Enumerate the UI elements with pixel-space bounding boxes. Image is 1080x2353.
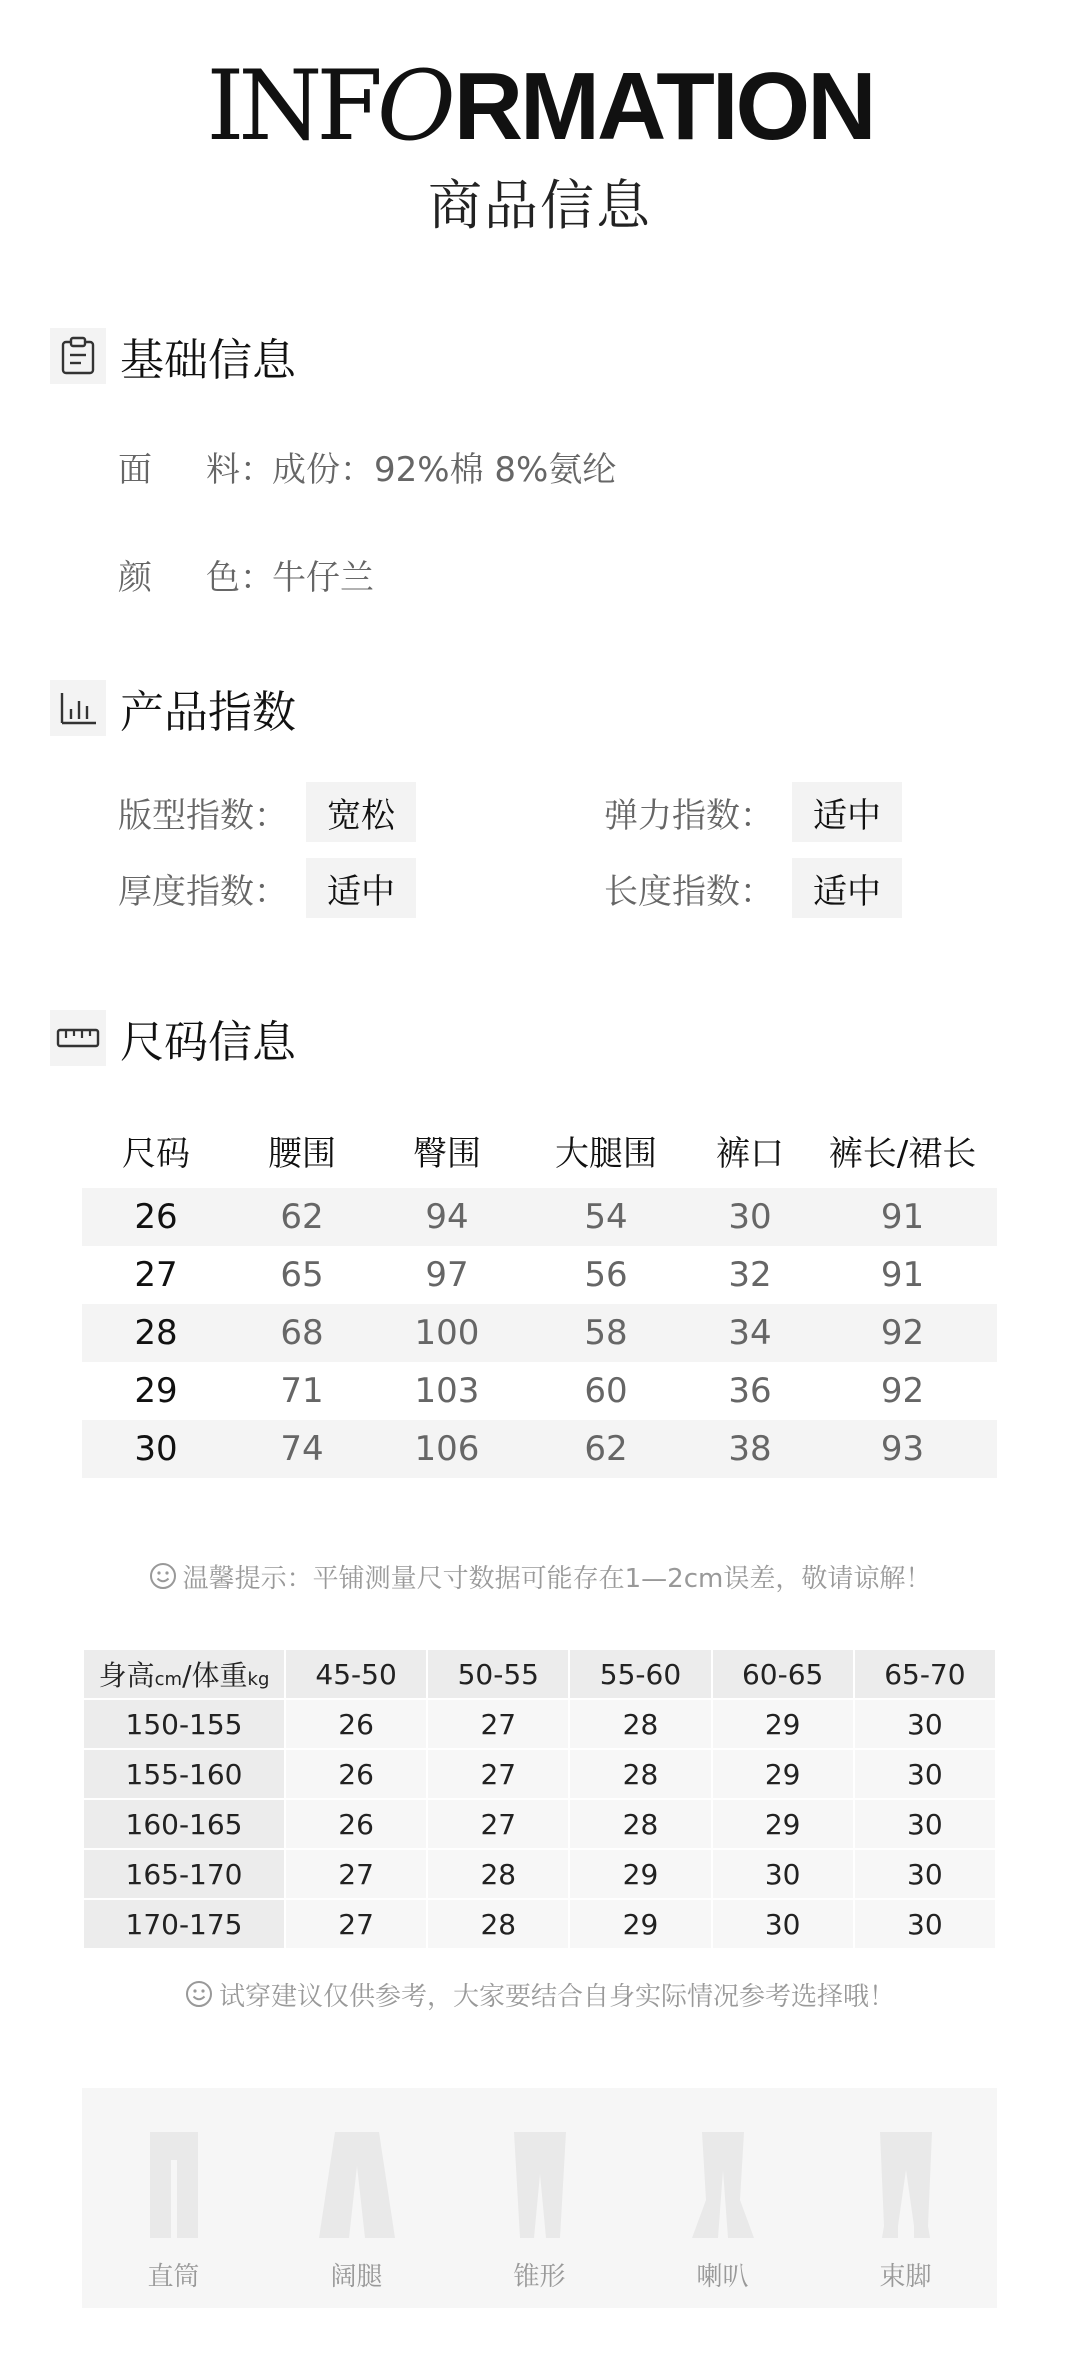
table-cell: 32 bbox=[728, 1255, 772, 1295]
fit-tip bbox=[0, 1976, 1080, 2015]
table-cell: 60 bbox=[584, 1371, 628, 1411]
table-cell: 28 bbox=[82, 1304, 230, 1362]
table-cell: 34 bbox=[692, 1304, 808, 1362]
index-thickness bbox=[118, 858, 416, 918]
table-cell: 68 bbox=[230, 1304, 374, 1362]
table-cell: 27 bbox=[428, 1800, 568, 1848]
table-cell: 100 bbox=[374, 1304, 520, 1362]
table-cell: 30 bbox=[855, 1800, 995, 1848]
fit-flared-label: 喇叭 bbox=[696, 2262, 749, 2292]
table-cell: 62 bbox=[230, 1188, 374, 1246]
weight-col: 50-55 bbox=[428, 1650, 568, 1698]
fit-tapered bbox=[480, 2130, 600, 2293]
table-cell: 28 bbox=[570, 1800, 710, 1848]
table-cell: 29 bbox=[713, 1700, 853, 1748]
table-cell: 54 bbox=[520, 1188, 692, 1246]
table-cell: 28 bbox=[428, 1850, 568, 1898]
col-leg-opening: 裤口 bbox=[716, 1133, 784, 1174]
table-cell: 30 bbox=[713, 1850, 853, 1898]
index-stretch-label: 弹力指数： bbox=[604, 795, 774, 836]
table-row bbox=[82, 1304, 997, 1362]
table-row bbox=[84, 1850, 995, 1898]
fit-tapered-label: 锥形 bbox=[513, 2262, 566, 2292]
fit-wide-leg bbox=[297, 2130, 417, 2293]
height-cell: 155-160 bbox=[84, 1750, 284, 1798]
table-cell: 27 bbox=[286, 1900, 426, 1948]
fabric-label: 面 料： bbox=[118, 450, 274, 490]
title-light-part: INF bbox=[206, 50, 377, 162]
index-thickness-value: 适中 bbox=[306, 858, 416, 918]
smile-icon bbox=[185, 1980, 213, 2015]
table-cell: 93 bbox=[808, 1420, 997, 1478]
table-row bbox=[82, 1420, 997, 1478]
height-cell: 165-170 bbox=[84, 1850, 284, 1898]
table-cell: 29 bbox=[134, 1371, 178, 1411]
smile-icon bbox=[149, 1562, 177, 1597]
size-info-heading bbox=[50, 1010, 296, 1066]
size-tip-text: 温馨提示：平铺测量尺寸数据可能存在1—2cm误差，敬请谅解！ bbox=[182, 1564, 932, 1594]
page-subtitle: 商品信息 bbox=[428, 174, 652, 237]
table-cell: 26 bbox=[286, 1750, 426, 1798]
color-row bbox=[118, 550, 374, 599]
table-cell: 30 bbox=[692, 1188, 808, 1246]
bar-chart-icon bbox=[50, 680, 106, 736]
weight-col: 65-70 bbox=[855, 1650, 995, 1698]
table-cell: 27 bbox=[428, 1750, 568, 1798]
color-value: 牛仔兰 bbox=[272, 558, 374, 598]
recommend-table bbox=[82, 1648, 997, 1950]
table-cell: 29 bbox=[713, 1750, 853, 1798]
table-cell: 30 bbox=[855, 1850, 995, 1898]
table-cell: 26 bbox=[286, 1700, 426, 1748]
table-cell: 56 bbox=[584, 1255, 628, 1295]
table-row bbox=[84, 1750, 995, 1798]
table-cell: 71 bbox=[280, 1371, 324, 1411]
table-cell: 30 bbox=[855, 1750, 995, 1798]
col-length: 裤长/裙长 bbox=[828, 1133, 977, 1174]
table-cell: 91 bbox=[880, 1255, 925, 1295]
basic-info-heading bbox=[50, 328, 296, 384]
table-cell: 27 bbox=[134, 1255, 178, 1295]
height-cell: 170-175 bbox=[84, 1900, 284, 1948]
col-waist: 腰围 bbox=[268, 1133, 336, 1174]
recommend-corner: 身高cm/体重kg bbox=[84, 1650, 284, 1698]
table-row bbox=[84, 1800, 995, 1848]
fabric-row bbox=[118, 442, 616, 491]
table-cell: 103 bbox=[414, 1371, 480, 1411]
fit-straight bbox=[114, 2130, 234, 2293]
col-hip: 臀围 bbox=[413, 1133, 481, 1174]
table-cell: 74 bbox=[230, 1420, 374, 1478]
table-cell: 26 bbox=[82, 1188, 230, 1246]
col-thigh: 大腿围 bbox=[555, 1133, 657, 1174]
table-cell: 27 bbox=[428, 1700, 568, 1748]
fit-jogger-label: 束脚 bbox=[879, 2262, 932, 2292]
table-cell: 91 bbox=[808, 1188, 997, 1246]
table-cell: 30 bbox=[713, 1900, 853, 1948]
table-cell: 28 bbox=[428, 1900, 568, 1948]
index-stretch-value: 适中 bbox=[792, 782, 902, 842]
fit-wide-leg-label: 阔腿 bbox=[330, 2262, 383, 2292]
tapered-pants-icon bbox=[510, 2130, 570, 2240]
wide-leg-pants-icon bbox=[317, 2130, 397, 2240]
table-cell: 94 bbox=[374, 1188, 520, 1246]
product-index-title: 产品指数 bbox=[120, 687, 296, 738]
page-title bbox=[0, 50, 1080, 162]
table-row bbox=[82, 1246, 997, 1304]
fit-types bbox=[82, 2088, 997, 2308]
size-table-header bbox=[82, 1112, 997, 1188]
jogger-pants-icon bbox=[876, 2130, 936, 2240]
table-cell: 65 bbox=[280, 1255, 324, 1295]
table-cell: 58 bbox=[520, 1304, 692, 1362]
product-index-heading bbox=[50, 680, 296, 736]
weight-col: 55-60 bbox=[570, 1650, 710, 1698]
index-fit bbox=[118, 782, 416, 842]
fit-tip-text: 试穿建议仅供参考，大家要结合自身实际情况参考选择哦！ bbox=[218, 1982, 895, 2012]
page-header bbox=[0, 50, 1080, 240]
table-cell: 29 bbox=[713, 1800, 853, 1848]
table-cell: 29 bbox=[570, 1900, 710, 1948]
fabric-value: 成份：92%棉 8%氨纶 bbox=[272, 450, 617, 490]
index-stretch bbox=[604, 782, 902, 842]
table-row bbox=[84, 1900, 995, 1948]
size-info-title: 尺码信息 bbox=[120, 1017, 296, 1068]
title-italic-part: O bbox=[377, 50, 454, 162]
table-cell: 28 bbox=[570, 1700, 710, 1748]
index-length-value: 适中 bbox=[792, 858, 902, 918]
fit-jogger bbox=[846, 2130, 966, 2293]
size-tip bbox=[0, 1558, 1080, 1597]
table-cell: 27 bbox=[286, 1850, 426, 1898]
table-cell: 92 bbox=[808, 1304, 997, 1362]
title-bold-part: RMATION bbox=[453, 53, 874, 160]
table-cell: 30 bbox=[855, 1900, 995, 1948]
table-cell: 38 bbox=[692, 1420, 808, 1478]
index-length bbox=[604, 858, 902, 918]
ruler-icon bbox=[50, 1010, 106, 1066]
size-table bbox=[82, 1112, 997, 1478]
height-cell: 160-165 bbox=[84, 1800, 284, 1848]
index-thickness-label: 厚度指数： bbox=[118, 871, 288, 912]
table-cell: 36 bbox=[728, 1371, 772, 1411]
weight-col: 45-50 bbox=[286, 1650, 426, 1698]
table-cell: 92 bbox=[880, 1371, 925, 1411]
flared-pants-icon bbox=[688, 2130, 758, 2240]
weight-col: 60-65 bbox=[713, 1650, 853, 1698]
table-row bbox=[82, 1188, 997, 1246]
index-length-label: 长度指数： bbox=[604, 871, 774, 912]
table-cell: 62 bbox=[520, 1420, 692, 1478]
index-fit-value: 宽松 bbox=[306, 782, 416, 842]
table-row bbox=[82, 1362, 997, 1420]
recommend-header bbox=[84, 1650, 995, 1698]
height-cell: 150-155 bbox=[84, 1700, 284, 1748]
fit-flared bbox=[663, 2130, 783, 2293]
table-row bbox=[84, 1700, 995, 1748]
table-cell: 97 bbox=[425, 1255, 469, 1295]
table-cell: 29 bbox=[570, 1850, 710, 1898]
index-fit-label: 版型指数： bbox=[118, 795, 288, 836]
col-size: 尺码 bbox=[122, 1133, 190, 1174]
table-cell: 106 bbox=[374, 1420, 520, 1478]
fit-straight-label: 直筒 bbox=[147, 2262, 200, 2292]
color-label: 颜 色： bbox=[118, 558, 274, 598]
table-cell: 26 bbox=[286, 1800, 426, 1848]
clipboard-icon bbox=[50, 328, 106, 384]
table-cell: 30 bbox=[855, 1700, 995, 1748]
basic-info-title: 基础信息 bbox=[120, 335, 296, 386]
straight-pants-icon bbox=[144, 2130, 204, 2240]
table-cell: 28 bbox=[570, 1750, 710, 1798]
table-cell: 30 bbox=[82, 1420, 230, 1478]
